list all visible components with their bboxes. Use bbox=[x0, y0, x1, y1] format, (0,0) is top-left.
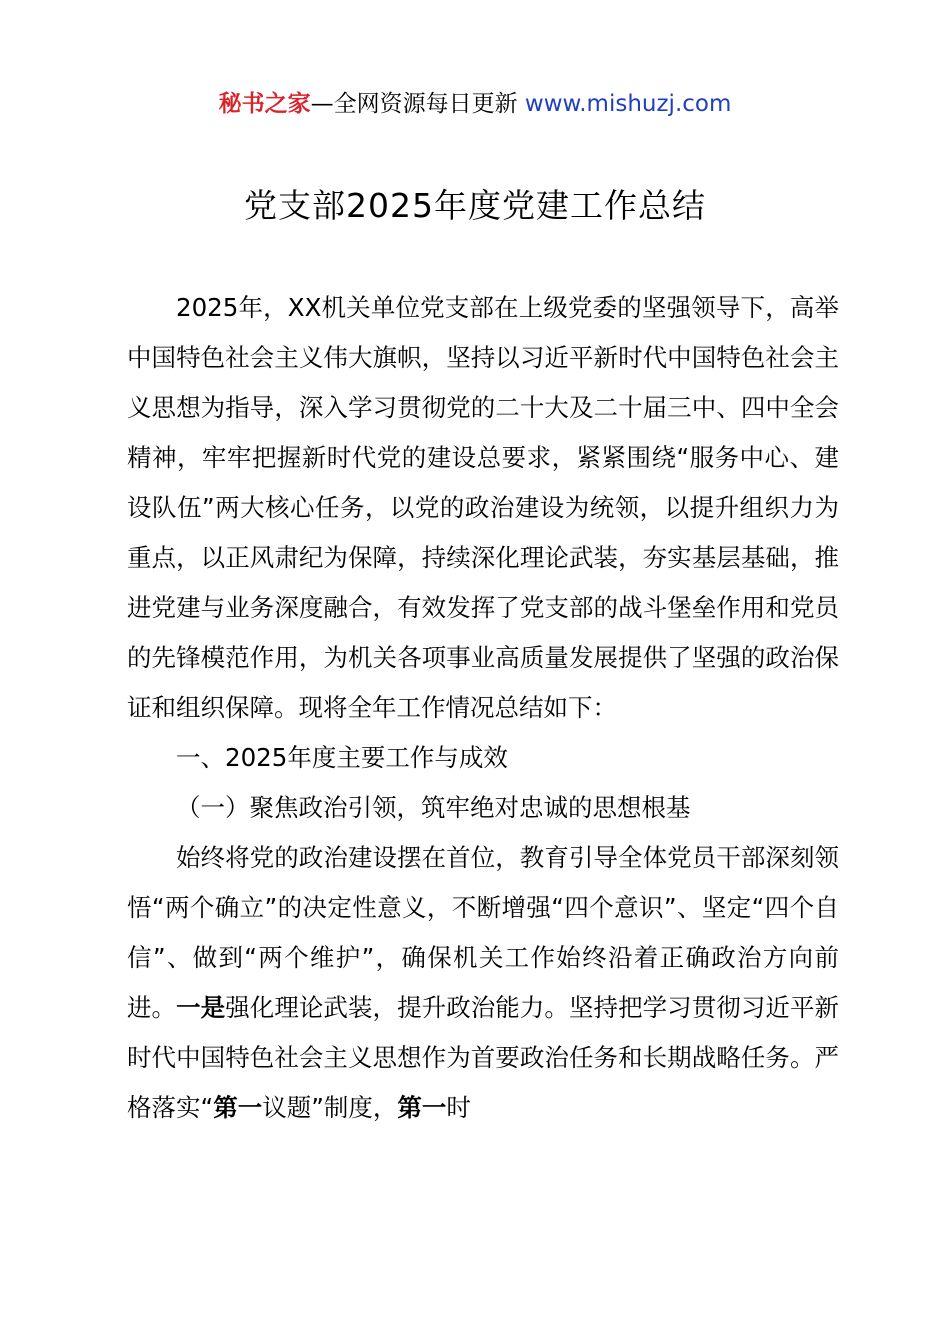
site-header bbox=[0, 86, 950, 122]
header-slogan: 全网资源每日更新 bbox=[333, 91, 518, 117]
paragraph-text: 议题”制度， bbox=[262, 1093, 398, 1122]
emphasis-text: 第一 bbox=[397, 1093, 447, 1122]
intro-paragraph: 2025年，XX机关单位党支部在上级党委的坚强领导下，高举中国特色社会主义伟大旗帜，坚持以习近平新时代中国特色社会主义思想为指导，深入学习贯彻党的二十大及二十届三中、四中全会精神，牢牢把握新时代党的建设总要求，紧紧围绕“服务中心、建设队伍”两大核心任务，以党的政治建设为统领，以提升组织力为重点，以正风肃纪为保障，持续深化理论武装，夯实基层基础，推进党建与业务深度融合，有效发挥了党支部的战斗堡垒作用和党员的先锋模范作用，为机关各项事业高质量发展提供了坚强的政治保证和组织保障。现将全年工作情况总结如下： bbox=[127, 293, 839, 722]
paragraph-text: 时 bbox=[446, 1093, 471, 1122]
emphasis-text: 一是 bbox=[176, 993, 226, 1022]
paragraph-text: 始终将党的政治建设摆在首位，教育引导全体党员干部深刻领悟“两个确立”的决定性意义，不断增强“四个意识”、坚定“四个自信”、做到“两个维护”，确保机关工作始终沿着正确政治方向前进。 bbox=[127, 843, 839, 1022]
document-title: 党支部2025年度党建工作总结 bbox=[244, 186, 706, 225]
site-link[interactable]: www.mishuzj.com bbox=[524, 91, 732, 117]
subsection-heading: （一）聚焦政治引领，筑牢绝对忠诚的思想根基 bbox=[176, 793, 691, 822]
site-brand: 秘书之家 bbox=[218, 91, 311, 117]
emphasis-text: 第一 bbox=[213, 1093, 263, 1122]
document-body bbox=[127, 283, 839, 1133]
paragraph-text: 强化理论武装，提升政治能力。坚持把学习贯彻习近平新时代中国特色社会主义思想作为首要政治任务和长期战略任务。严格落实“ bbox=[127, 993, 840, 1122]
section-heading: 一、2025年度主要工作与成效 bbox=[176, 743, 508, 772]
header-separator: — bbox=[310, 91, 334, 117]
body-paragraph bbox=[127, 833, 839, 1133]
